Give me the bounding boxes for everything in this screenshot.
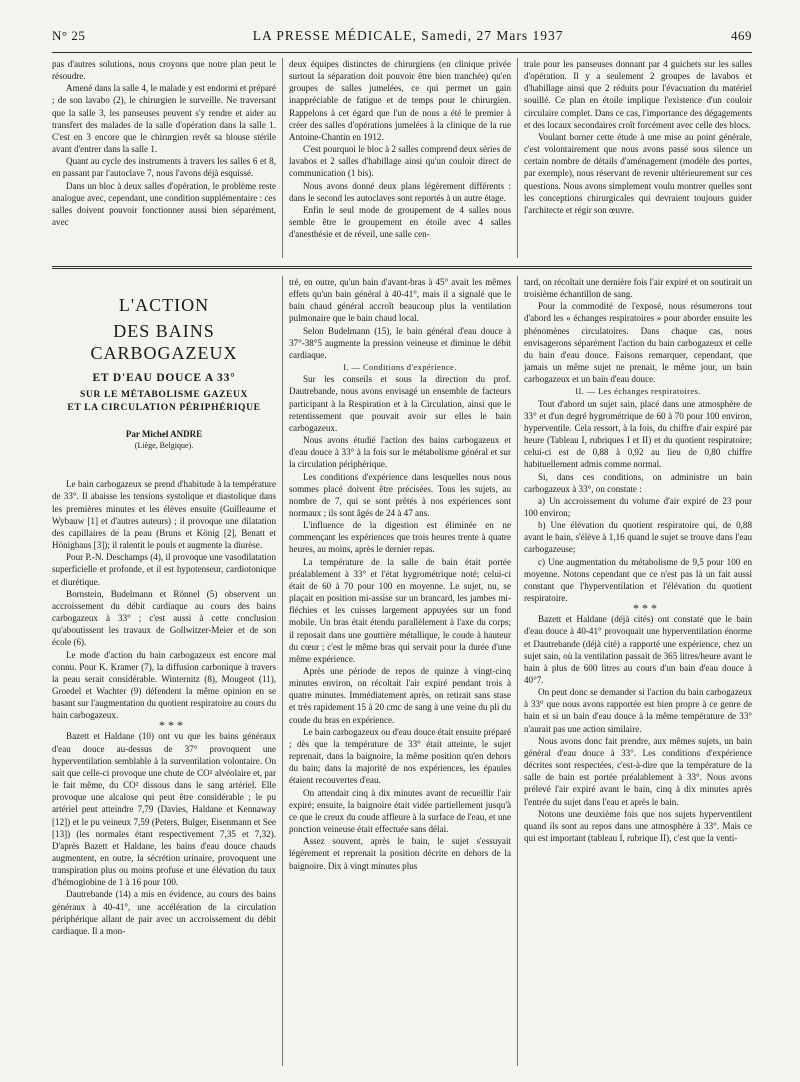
column-divider	[517, 276, 518, 1066]
top-column-2	[289, 58, 511, 258]
paragraph: Le bain carbogazeux se prend d'habitude à la température de 33°. Il abaisse les tensions systolique et diastolique dans les premières minutes et les élèves ensuite (Guilleaume et Wybauw [1] et d'autres auteurs) ; il provoque une dilatation des capillaires de la peau (Bruns et König [2], Benatt et Hönighaus [3]); il ralentit le pouls et augmente la diurèse.	[52, 479, 276, 551]
paragraph: Assez souvent, après le bain, le sujet s'essuyait légèrement et reprenait la position décrite en dehors de la baignoire. Dix à vingt minutes plus	[289, 836, 511, 871]
paragraph: Selon Budelmann (15), le bain général d'eau douce à 37°-38°5 augmente la pression veineuse et diminue le débit cardiaque.	[289, 325, 511, 360]
paragraph: Bazett et Haldane (10) ont vu que les bains généraux d'eau douce au-dessus de 37° provoquent une hyperventilation semblable à la surventilation volontaire. On sait que celle-ci provoque une chute de CO² alvéolaire et, par le fait même, du CO² dissous dans le sang artériel. Elle provoque une alcalose qui peut être considérable ; le pu artériel peut atteindre 7,79 (Davies, Haldane et Kennaway [12]) et le pu veineux 7,59 (Peters, Bulger, Eisenmann et See [13]) (les normales étant respectivement 7,35 et 7,32). D'après Bazett et Haldane, les bains d'eau douce chauds augmentent, en outre, la sécrétion urinaire, provoquent une transpiration plus ou moins profuse et une élévation du taux d'hémoglobine de 1 à 16 pour 100.	[52, 731, 276, 888]
section-separator: * * *	[633, 601, 657, 616]
page-number: 469	[730, 28, 752, 43]
paragraph: a) Un accroissement du volume d'air expiré de 23 pour 100 environ;	[524, 495, 752, 518]
column-divider	[282, 276, 283, 1066]
issue-number: N° 25	[52, 28, 86, 43]
paragraph: La température de la salle de bain était portée préalablement à 33° et l'état hygrométrique noté; celui-ci était de 60 à 70 pour 100 en moyenne. Le sujet, nu, se plaçait en position mi-assise sur un brancard, les jambes mi-fléchies et les cuisses largement appuyées sur un fond mobile. Un bras était étendu parallèlement à l'axe du corps; il reposait dans une gouttière métallique, le coude à hauteur du cœur ; c'est le même bras qui servait pour la durée d'une même expérience.	[289, 556, 511, 664]
paragraph: Sur les conseils et sous la direction du prof. Dautrebande, nous avons envisagé un ensemble de facteurs participant à la Respiration et à la Circulation, ainsi que le retentissement que pouvait avoir sur elles le bain carbogazeux.	[289, 374, 511, 433]
article-column-1	[52, 276, 276, 1066]
article-column-2	[289, 276, 511, 1066]
paragraph: Si, dans ces conditions, on administre un bain carbogazeux à 33°, on constate :	[524, 471, 752, 494]
paragraph: Le mode d'action du bain carbogazeux est encore mal connu. Pour K. Kramer (7), la diffusion carbonique à travers la peau serait considérable. Winternitz (8), Mougeot (11), Groedel et Wachter (9) défendent la même opinion en se basant sur l'augmentation du quotient respiratoire au cours du bain carbogazeux.	[52, 649, 276, 721]
article-subtitle: SUR LE MÉTABOLISME GAZEUX	[79, 389, 249, 400]
paragraph: trale pour les panseuses donnant par 4 guichets sur les salles d'opération. Il y a seulement 2 groupes de lavabos et d'habillage ainsi que 2 réduits pour l'évacuation du matériel souillé. Ce plan en étoile implique l'existence d'un couloir circulaire complet. Dans ce cas, l'importance des dégagements et des locaux secondaires croît forcément avec celle des blocs.	[524, 59, 752, 130]
paragraph: Enfin le seul mode de groupement de 4 salles nous semble être le groupement en étoile avec 4 salles d'anesthésie et de réveil, une salle cen-	[289, 204, 511, 240]
paragraph: Quant au cycle des instruments à travers les salles 6 et 8, en passant par l'autoclave 7, nous l'avons déjà esquissé.	[52, 156, 276, 179]
paragraph: On attendait cinq à dix minutes avant de recueillir l'air expiré; ensuite, la baignoire était vidée partiellement jusqu'à ce que le creux du coude affleure à la surface de l'eau, et une ponction veineuse était effectuée sans délai.	[289, 787, 511, 835]
paragraph: On peut donc se demander si l'action du bain carbogazeux à 33° que nous avons rapportée est bien propre à ce genre de bain et si un bain d'eau douce à la même température de 33° n'aurait pas une action similaire.	[524, 687, 752, 734]
paragraph: b) Une élévation du quotient respiratoire qui, de 0,88 avant le bain, s'élève à 1,16 quand le sujet se trouve dans l'eau carbogazeuse;	[524, 520, 752, 555]
paragraph: pas d'autres solutions, nous croyons que notre plan peut le résoudre.	[52, 59, 276, 82]
paragraph: Nous avons donc fait prendre, aux mêmes sujets, un bain général d'eau douce à 33°. Les conditions d'expérience décrites sont respectées, c'est-à-dire que la température de la salle de bain est portée préalablement à 33°. Nous avons prélevé l'air expiré avant le bain, cinq à dix minutes après l'entrée du sujet dans l'eau et après le bain.	[524, 735, 752, 807]
paragraph: tré, en outre, qu'un bain d'avant-bras à 45° avait les mêmes effets qu'un bain général à 40-41°, mais il a signalé que le bain chaud général accroît beaucoup plus la ventilation pulmonaire que le bain chaud local.	[289, 277, 511, 324]
article-title-line-2: DES BAINS CARBOGAZEUX	[90, 321, 238, 363]
paragraph: Les conditions d'expérience dans lesquelles nous nous sommes placé doivent être précisées. Tous les sujets, au nombre de 7, qui se sont prêtés à nos expériences sont normaux ; ils sont âgés de 24 à 47 ans.	[289, 471, 511, 518]
paragraph: Tout d'abord un sujet sain, placé dans une atmosphère de 33° et d'un degré hygrométrique de 60 à 70 pour 100 environ, hyperventile. Cela ressort, à la fois, du chiffre d'air expiré par heure (Tableau I, rubriques I et II) et du quotient respiratoire; celui-ci est de 0,88 à 0,92 au lieu de 0,80 chiffre habituellement admis comme normal.	[524, 398, 752, 470]
page-header	[52, 28, 752, 50]
article-subtitle: ET D'EAU DOUCE A 33°	[92, 372, 236, 384]
column-divider	[282, 58, 283, 258]
paragraph: Voulant borner cette étude à une mise au point générale, c'est volontairement que nous avons passé sous silence un certain nombre de détails d'aménagement (modèle des portes, par exemple), nous réservant de revenir ultérieurement sur ces questions. Nous avons simplement voulu montrer quelles sont les conceptions chirurgicales qui devraient toujours guider l'architecte et régir son œuvre.	[524, 131, 752, 215]
paragraph: C'est pourquoi le bloc à 2 salles comprend deux séries de lavabos et 2 salles d'habillage ainsi qu'un couloir direct de communication (1 bis).	[289, 144, 511, 179]
paragraph: Nous avons étudié l'action des bains carbogazeux et d'eau douce à 33° à la fois sur le métabolisme général et sur la circulation périphérique.	[289, 435, 511, 470]
section-separator: * * *	[159, 718, 183, 733]
paragraph: Pour la commodité de l'exposé, nous résumerons tout d'abord les « échanges respiratoires » pour aborder ensuite les phénomènes circulatoires. Dans chaque cas, nous envisagerons séparément l'action du bain carbogazeux et celle du bain d'eau douce. Faisons remarquer, cependant, que jamais un même sujet ne prenait, le même jour, un bain carbogazeux et un bain d'eau douce.	[524, 301, 752, 385]
paragraph: tard, on récoltait une dernière fois l'air expiré et on soutirait un troisième échantillon de sang.	[524, 277, 752, 300]
header-rule	[52, 52, 752, 53]
paragraph: Notons une deuxième fois que nos sujets hyperventilent quand ils sont au repos dans une atmosphère à 33°. Mais ce qui est important (tableau I, rubrique II), c'est que la venti-	[524, 808, 752, 844]
article-subtitle: ET LA CIRCULATION PÉRIPHÉRIQUE	[67, 402, 261, 413]
journal-title: LA PRESSE MÉDICALE, Samedi, 27 Mars 1937	[252, 28, 564, 43]
author-affiliation: (Liège, Belgique).	[134, 441, 194, 451]
paragraph: Pour P.-N. Deschamps (4), il provoque une vasodilatation superficielle et profonde, et il est hypotenseur, cardiotonique et diurétique.	[52, 552, 276, 587]
paragraph: c) Une augmentation du métabolisme de 9,5 pour 100 en moyenne. Notons cependant que ce n'est pas là un fait aussi constant que l'hyperventilation et l'élévation du quotient respiratoire.	[524, 556, 752, 604]
column-divider	[517, 58, 518, 258]
section-heading: I. — Conditions d'expérience.	[343, 362, 457, 373]
section-rule	[52, 266, 752, 269]
paragraph: Le bain carbogazeux ou d'eau douce était ensuite préparé ; dès que la température de 33° était atteinte, le sujet reprenait, dans la baignoire, la même position qu'en dehors du bain; dans la majorité de nos expériences, les épaules étaient recouvertes d'eau.	[289, 726, 511, 786]
paragraph: Après une période de repos de quinze à vingt-cinq minutes environ, on récoltait l'air expiré pendant trois à quatre minutes. Immédiatement après, on retirait sans stase et très rapidement 15 à 20 cmc de sang à une veine du pli du coude du bras en expérience.	[289, 666, 511, 725]
paragraph: Dautrebande (14) a mis en évidence, au cours des bains généraux à 40-41°, une accélération de la circulation périphérique allant de pair avec un accroissement du débit cardiaque. Il a mon-	[52, 889, 276, 936]
article-title-line-1: L'ACTION	[118, 295, 210, 315]
paragraph: Dans un bloc à deux salles d'opération, le problème reste analogue avec, cependant, une condition supplémentaire : ces salles doivent pouvoir fonctionner aussi bien séparément, avec	[52, 180, 276, 228]
author-byline: Par Michel ANDRE	[125, 429, 203, 439]
top-column-1	[52, 58, 276, 258]
paragraph: L'influence de la digestion est éliminée en ne commençant les expériences que trois heures trente à quatre heures, au moins, après le dernier repas.	[289, 520, 511, 555]
article-column-3	[524, 276, 752, 1066]
paragraph: Bazett et Haldane (déjà cités) ont constaté que le bain d'eau douce à 40-41° provoquait une hyperventilation énorme et Dautrebande (déjà cité) a rapporté une expérience, chez un sujet sain, où la ventilation passait de 365 litres/heure avant le bain à plus de 600 litres au cours d'un bain d'eau douce à 40°7.	[524, 614, 752, 685]
paragraph: deux équipes distinctes de chirurgiens (en clinique privée surtout la séparation doit pouvoir être bien tranchée) qu'en groupes de salles jumelées, ce qui permet un gain inappréciable de fatigue et de temps pour le chirurgien. Rappelons à cet égard que l'un de nous a été le premier à créer des salles d'opérations jumelées à la clinique de la rue Antoine-Chantin en 1912.	[289, 59, 511, 142]
top-column-3	[524, 58, 752, 258]
section-heading: II. — Les échanges respiratoires.	[575, 386, 701, 397]
paragraph: Amené dans la salle 4, le malade y est endormi et préparé ; de son lavabo (2), le chirurgien le surveille. Ne traversant que la salle 3, les panseuses peuvent s'y rendre et aider au transfert des malades de la salle d'opération dans la salle 1. C'est en 3 encore que le chirurgien revêt sa blouse stérile avant d'entrer dans la salle 1.	[52, 83, 276, 155]
paragraph: Nous avons donné deux plans légèrement différents : dans le second les autoclaves sont reportés à un autre étage.	[289, 180, 511, 203]
paragraph: Bornstein, Budelmann et Rönnel (5) observent un accroissement du débit cardiaque au cours des bains carbogazeux à 33° ; c'est aussi à cette conclusion qu'aboutissent les travaux de Gollwitzer-Meier et de son école (6).	[52, 588, 276, 648]
